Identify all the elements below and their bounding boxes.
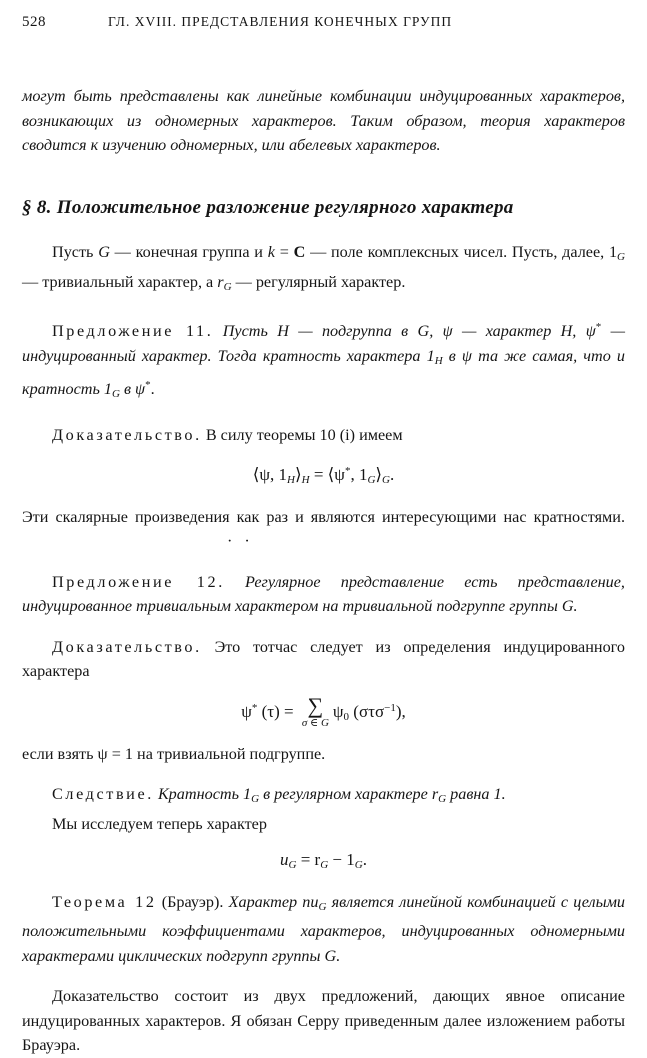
formula-inner-product: ⟨ψ, $1_H⟩_H$ = ⟨ψ*, $1_G⟩_G$. (252, 465, 395, 486)
corollary-label: Следствие. (52, 785, 154, 804)
paragraph-investigate: Мы исследуем теперь характер (52, 814, 267, 833)
section-title: § 8. Положительное разложение регулярного характера (22, 196, 514, 218)
formula-u: $u_G = r_G - 1_G$. (280, 850, 367, 872)
proposition-label: Предложение 11. (52, 322, 214, 340)
proposition-label: Предложение 12. (52, 572, 225, 591)
proof-1: Доказательство. В силу теоремы 10 (i) имеем (52, 425, 403, 444)
page-number: 528 (22, 14, 46, 30)
paragraph-definitions: Пусть G — конечная группа и k = C — поле комплексных чисел. Пусть, далее, $1_G$ — тривиальный характер, а $r_G$ — регулярный характер. (22, 243, 625, 293)
paragraph-trivial: если взять ψ = 1 на тривиальной подгруппе. (22, 744, 326, 763)
theorem-label: Теорема 12 (52, 892, 157, 911)
proof-2: Доказательство. Это тотчас следует из определения индуцированного характера (22, 637, 625, 680)
end-of-proof-marker: · · (227, 532, 254, 550)
page-header (22, 10, 625, 36)
sum-symbol: ∑ σ ∈ G (301, 692, 329, 729)
paragraph-proof-outline: Доказательство состоит из двух предложений, дающих явное описание индуцированных характеров. Я обязан Серру приведенным далее изложением работы Брауэра. (22, 987, 625, 1055)
proposition-12: Предложение 12. Регулярное представление есть представление, индуцированное тривиальным характером на тривиальной подгруппе группы G. (22, 572, 625, 615)
proof-label: Доказательство. (52, 637, 202, 656)
proof-label: Доказательство. (52, 425, 202, 444)
formula-induced-character: ψ* (τ) = ∑ σ ∈ G $\psi_0$ (στσ$^{-1}$), (241, 692, 406, 729)
paragraph-multiplicities: Эти скалярные произведения как раз и являются интересующими нас кратностями.· · (22, 505, 625, 554)
proposition-11: Предложение 11. Пусть H — подгруппа в G, ψ — характер H, ψ* — индуцированный характер. Тогда кратность характера $1_H$ в ψ та же самая, что и кратность $1_G$ в ψ*. (22, 321, 625, 400)
theorem-12: Теорема 12 (Брауэр). Характер $nu_G$ является линейной комбинацией с целыми положительными коэффициентами характеров, индуцированных одномерными характерами циклических подгрупп группы G. (22, 892, 625, 965)
running-head: ГЛ. XVIII. ПРЕДСТАВЛЕНИЯ КОНЕЧНЫХ ГРУПП (108, 14, 453, 29)
intro-paragraph: могут быть представлены как линейные комбинации индуцированных характеров, возникающих из одномерных характеров. Таким образом, теория характеров сводится к изучению одномерных, или абелевых характеров. (22, 87, 625, 154)
corollary: Следствие. Кратность $1_G$ в регулярном характере $r_G$ равна 1. (52, 785, 506, 806)
